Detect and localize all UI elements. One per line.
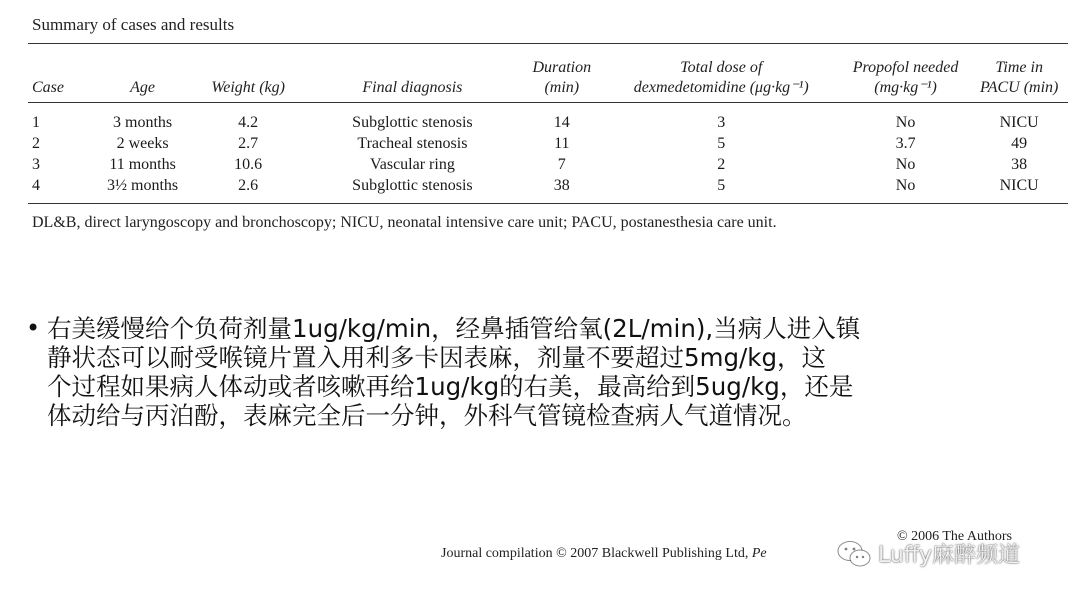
cell-age: 3 months [113, 114, 173, 131]
cell-duration: 7 [557, 156, 566, 173]
table-title: Summary of cases and results [32, 15, 235, 34]
table-header-rule [28, 102, 1068, 103]
cell-weight: 4.2 [238, 114, 259, 131]
cases-table [28, 50, 1068, 196]
header-weight: Weight (kg) [211, 79, 285, 96]
cell-dex: 2 [717, 156, 726, 173]
journal-citation [441, 546, 767, 562]
watermark-text: Luffy麻醉频道 [878, 543, 1020, 568]
header-dex-line1: Total dose of [680, 59, 763, 76]
cell-weight: 10.6 [234, 156, 263, 173]
table-footnote: DL&B, direct laryngoscopy and bronchoscopy; NICU, neonatal intensive care unit; PACU, postanesthesia care unit. [32, 214, 777, 231]
watermark [836, 538, 1020, 569]
header-duration-line2: (min) [544, 79, 580, 96]
cell-propofol: 3.7 [895, 135, 916, 152]
header-propofol-line2: (mg·kg⁻¹) [874, 79, 937, 96]
cell-weight: 2.6 [238, 177, 259, 194]
table-row [28, 133, 1068, 154]
cell-age: 11 months [109, 156, 176, 173]
journal-citation-text: Journal compilation © 2007 Blackwell Publishing Ltd, [441, 546, 752, 561]
cell-diagnosis: Tracheal stenosis [357, 135, 468, 152]
cell-diagnosis: Vascular ring [369, 156, 455, 173]
cell-duration: 38 [553, 177, 570, 194]
table-top-rule [28, 43, 1068, 44]
header-case: Case [32, 79, 64, 96]
cell-case: 1 [32, 114, 40, 131]
cell-weight: 2.7 [238, 135, 259, 152]
header-pacu-line1: Time in [995, 59, 1043, 76]
cell-diagnosis: Subglottic stenosis [352, 177, 473, 194]
table-row [28, 104, 1068, 133]
cell-pacu: NICU [999, 177, 1039, 194]
journal-citation-italic: Pe [751, 546, 767, 561]
cell-case: 3 [32, 156, 40, 173]
cell-case: 4 [32, 177, 40, 194]
cell-dex: 5 [717, 135, 726, 152]
bullet-dot-icon: • [26, 314, 41, 342]
copyright-line: © 2006 The Authors [897, 529, 1012, 544]
cell-case: 2 [32, 135, 40, 152]
cell-age: 2 weeks [116, 135, 169, 152]
cell-age: 3½ months [107, 177, 179, 194]
cell-diagnosis: Subglottic stenosis [352, 114, 473, 131]
cell-duration: 14 [553, 114, 570, 131]
cell-propofol: No [895, 156, 916, 173]
bullet-point [26, 314, 1066, 430]
header-dex-line2: dexmedetomidine (μg·kg⁻¹) [633, 79, 809, 96]
header-age: Age [130, 79, 156, 96]
cell-propofol: No [895, 114, 916, 131]
header-propofol [841, 50, 971, 104]
header-dexmedetomidine [602, 50, 841, 104]
cell-pacu: 49 [1011, 135, 1028, 152]
cell-pacu: 38 [1011, 156, 1028, 173]
cell-duration: 11 [554, 135, 570, 152]
wechat-icon [836, 539, 872, 569]
cell-propofol: No [895, 177, 916, 194]
cell-dex: 3 [717, 114, 726, 131]
cell-dex: 5 [717, 177, 726, 194]
table-row [28, 154, 1068, 175]
header-propofol-line1: Propofol needed [852, 59, 959, 76]
header-duration [522, 50, 602, 104]
header-pacu [970, 50, 1068, 104]
table-row [28, 175, 1068, 196]
bullet-text: 右美缓慢给个负荷剂量1ug/kg/min，经鼻插管给氧(2L/min),当病人进入镇 静状态可以耐受喉镜片置入用利多卡因表麻，剂量不要超过5mg/kg，这 个过程如果病人体动或者咳嗽再给1ug/kg的右美，最高给到5ug/kg，还是 体动给与丙泊酚，表麻完全后一分钟，外科气管镜检查病人气道情况。 [47, 314, 861, 430]
cell-pacu: NICU [999, 114, 1039, 131]
table-bottom-rule [28, 203, 1068, 204]
header-diagnosis: Final diagnosis [362, 79, 463, 96]
table-header-row [28, 50, 1068, 104]
header-duration-line1: Duration [532, 59, 592, 76]
header-pacu-line2: PACU (min) [979, 79, 1059, 96]
